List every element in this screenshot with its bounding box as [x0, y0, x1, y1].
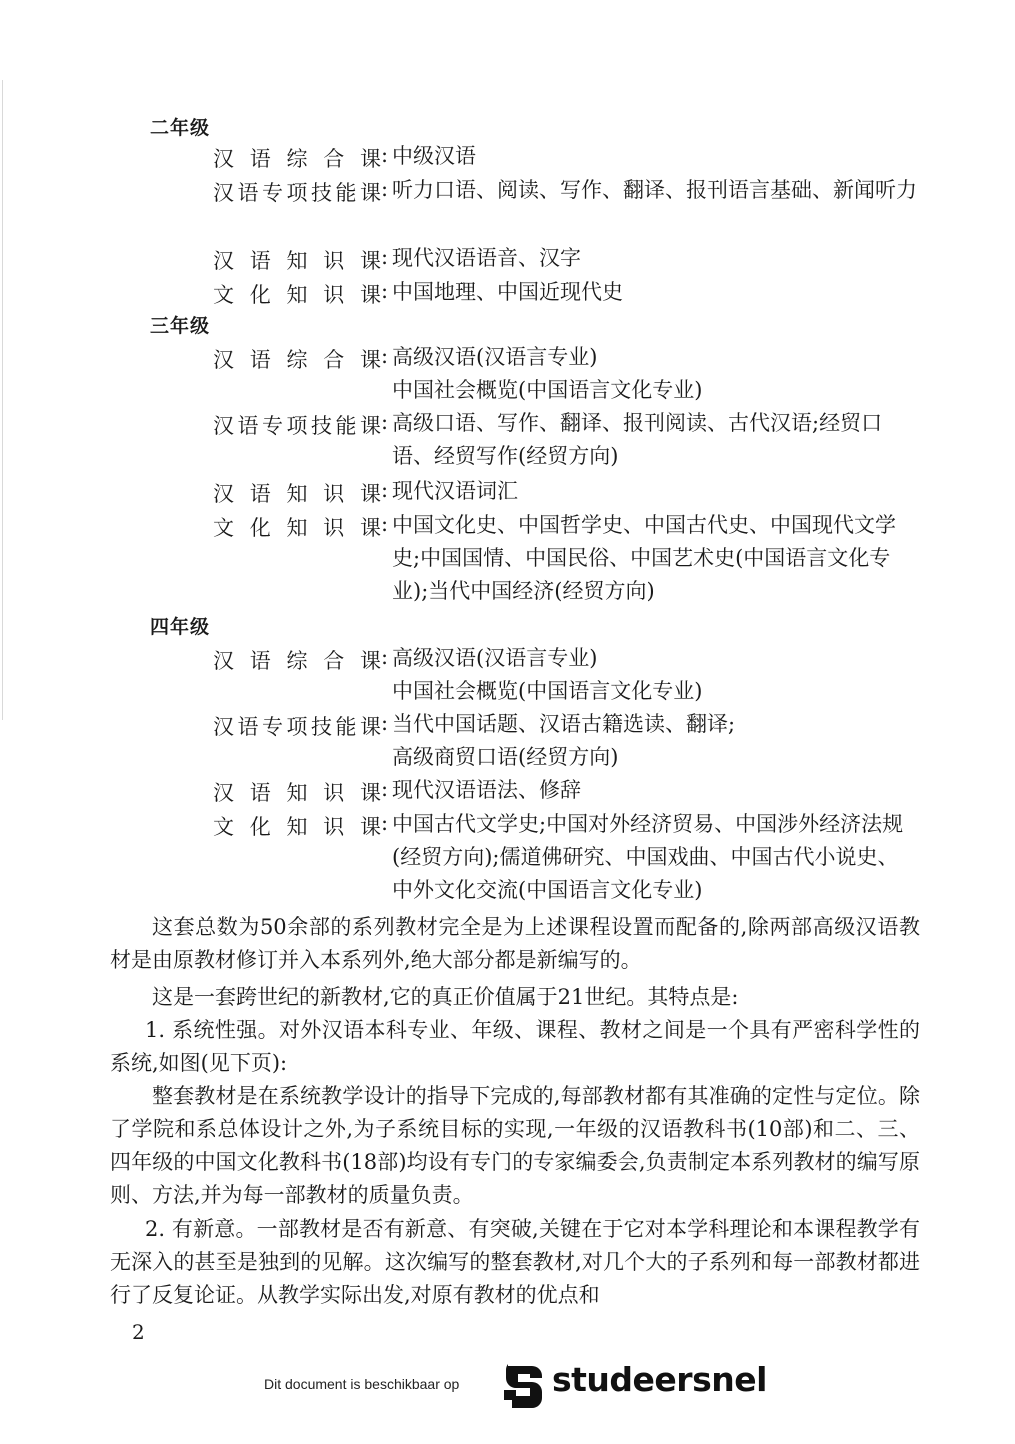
course-label: 汉语综合课	[213, 348, 381, 372]
course-label: 汉语知识课	[213, 482, 381, 506]
colon: :	[381, 645, 389, 669]
course-value: 现代汉语语音、汉字	[392, 246, 581, 270]
course-value: 中国社会概览(中国语言文化专业)	[392, 378, 703, 402]
course-value: 高级汉语(汉语言专业)	[392, 646, 598, 670]
course-label: 文化知识课	[213, 516, 381, 540]
course-label: 汉语综合课	[213, 147, 381, 171]
course-label: 汉语专项技能课	[213, 414, 381, 438]
grade-4-heading: 四年级	[150, 616, 211, 638]
colon: :	[381, 711, 389, 735]
colon: :	[381, 143, 389, 167]
course-value: 中国文化史、中国哲学史、中国古代史、中国现代文学史;中国国情、中国民俗、中国艺术史(中国语言文化专业);当代中国经济(经贸方向)	[392, 513, 896, 603]
course-label: 汉语专项技能课	[213, 715, 381, 739]
course-value: 当代中国话题、汉语古籍选读、翻译;	[392, 712, 736, 736]
course-value: 中国古代文学史;中国对外经济贸易、中国涉外经济法规(经贸方向);儒道佛研究、中国戏曲、中国古代小说史、中外文化交流(中国语言文化专业)	[392, 812, 904, 902]
colon: :	[381, 344, 389, 368]
footer-availability-text: Dit document is beschikbaar op	[264, 1376, 460, 1392]
course-value: 中国地理、中国近现代史	[392, 280, 623, 304]
course-label: 汉语知识课	[213, 781, 381, 805]
page-number: 2	[132, 1320, 145, 1344]
course-label: 文化知识课	[213, 283, 381, 307]
studeersnel-logo-icon[interactable]	[500, 1360, 548, 1410]
studeersnel-brand-link[interactable]: studeersnel	[552, 1360, 767, 1399]
course-value: 中级汉语	[392, 144, 476, 168]
course-label: 汉语综合课	[213, 649, 381, 673]
course-value: 现代汉语语法、修辞	[392, 778, 581, 802]
colon: :	[381, 410, 389, 434]
course-value: 高级商贸口语(经贸方向)	[392, 745, 619, 769]
colon: :	[381, 177, 389, 201]
course-label: 文化知识课	[213, 815, 381, 839]
course-value: 高级口语、写作、翻译、报刊阅读、古代汉语;经贸口语、经贸写作(经贸方向)	[392, 411, 883, 468]
colon: :	[381, 245, 389, 269]
course-value: 听力口语、阅读、写作、翻译、报刊语言基础、新闻听力	[392, 178, 917, 202]
course-label: 汉语知识课	[213, 249, 381, 273]
colon: :	[381, 279, 389, 303]
paragraph: 这是一套跨世纪的新教材,它的真正价值属于21世纪。其特点是:	[152, 985, 739, 1009]
course-value: 现代汉语词汇	[392, 479, 518, 503]
colon: :	[381, 478, 389, 502]
paragraph: 整套教材是在系统教学设计的指导下完成的,每部教材都有其准确的定性与定位。除了学院和系总体设计之外,为子系统目标的实现,一年级的汉语教科书(10部)和二、三、四年级的中国文化教科书(18部)均设有专门的专家编委会,负责制定本系列教材的编写原则、方法,并为每一部教材的质量负责。	[110, 1084, 920, 1207]
course-value: 中国社会概览(中国语言文化专业)	[392, 679, 703, 703]
grade-2-heading: 二年级	[150, 117, 211, 139]
paragraph: 这套总数为50余部的系列教材完全是为上述课程设置而配备的,除两部高级汉语教材是由原教材修订并入本系列外,绝大部分都是新编写的。	[110, 915, 920, 972]
colon: :	[381, 512, 389, 536]
colon: :	[381, 811, 389, 835]
course-value: 高级汉语(汉语言专业)	[392, 345, 598, 369]
paragraph: 2. 有新意。一部教材是否有新意、有突破,关键在于它对本学科理论和本课程教学有无深入的甚至是独到的见解。这次编写的整套教材,对几个大的子系列和每一部教材都进行了反复论证。从教学实际出发,对原有教材的优点和	[110, 1217, 920, 1307]
scan-edge-line	[2, 80, 3, 720]
grade-3-heading: 三年级	[150, 315, 211, 337]
paragraph: 1. 系统性强。对外汉语本科专业、年级、课程、教材之间是一个具有严密科学性的系统,如图(见下页):	[110, 1018, 920, 1075]
course-label: 汉语专项技能课	[213, 181, 381, 205]
colon: :	[381, 777, 389, 801]
